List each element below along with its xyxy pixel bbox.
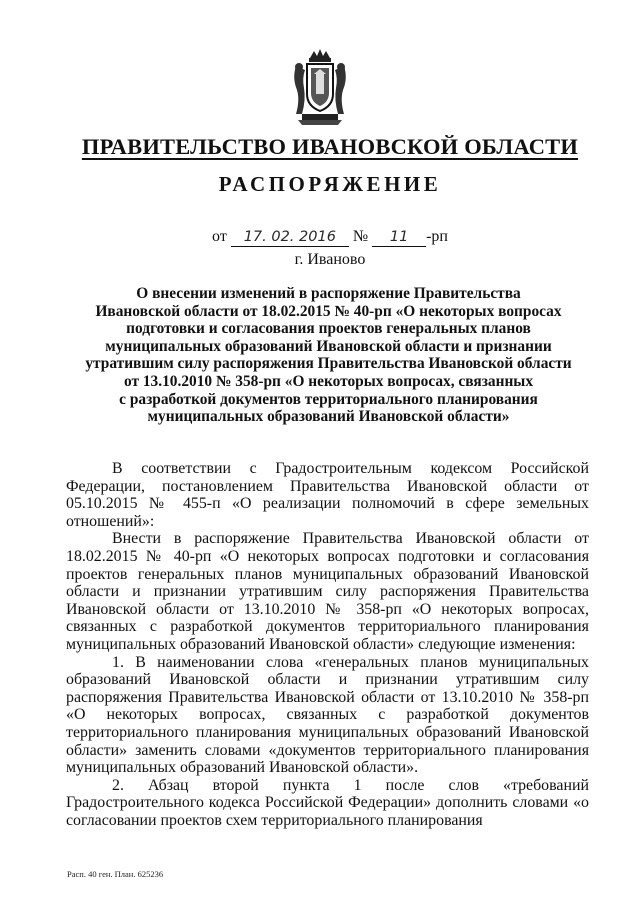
title-line: Ивановской области от 18.02.2015 № 40-рп «О некоторых вопросах (95, 302, 562, 320)
print-code: Расп. 40 ген. План. 625236 (67, 869, 164, 879)
title-line: муниципальных образований Ивановской области» (147, 408, 510, 426)
body-paragraph-preamble: В соответствии с Градостроительным кодексом Российской Федерации, постановлением Правительства Ивановской области от 05.10.2015 № 455-п «О реализации полномочий в сфере земельных отношений»: (66, 460, 589, 530)
body-paragraph-directive: Внести в распоряжение Правительства Ивановской области от 18.02.2015 № 40-рп «О некоторых вопросах подготовки и согласования проектов генеральных планов муниципальных образований Ивановской области и признании утратившим силу распоряжения Правительства Ивановской области от 13.10.2010 № 358-рп «О некоторых вопросах, связанных с разработкой документов территориального планирования муниципальных образований Ивановской области» следующие изменения: (66, 530, 589, 653)
ivanovo-coat-of-arms-icon (288, 48, 352, 128)
document-title (66, 285, 591, 426)
body-paragraph-item-2: 2. Абзац второй пункта 1 после слов «требований Градостроительного кодекса Российской Федерации» дополнить словами «о согласовании проектов схем территориального планирования (66, 776, 589, 829)
date-prefix: от (212, 228, 227, 245)
document-body (66, 460, 589, 829)
title-line: утратившим силу распоряжения Правительства Ивановской области (85, 355, 572, 373)
document-number: 11 (389, 229, 409, 245)
number-suffix: -рп (426, 228, 448, 245)
title-line: с разработкой документов территориального планирования (119, 390, 538, 408)
number-sign: № (352, 228, 369, 245)
body-paragraph-item-1: 1. В наименовании слова «генеральных планов муниципальных образований Ивановской области и признании утратившим силу распоряжения Правительства Ивановской области от 13.10.2010 № 358-рп «О некоторых вопросах, связанных с разработкой документов территориального планирования муниципальных образований Ивановской области» заменить словами «документов территориального планирования муниципальных образований Ивановской области». (66, 653, 589, 777)
document-city: г. Иваново (294, 251, 366, 268)
document-date: 17. 02. 2016 (243, 229, 336, 245)
title-line: от 13.10.2010 № 358-рп «О некоторых вопросах, связанных (123, 372, 534, 390)
document-type: РАСПОРЯЖЕНИЕ (218, 172, 442, 196)
document-dateline (60, 228, 600, 247)
title-line: подготовки и согласования проектов генеральных планов (126, 320, 531, 338)
document-date-field (231, 228, 349, 247)
document-number-field (372, 228, 426, 247)
organization-name: ПРАВИТЕЛЬСТВО ИВАНОВСКОЙ ОБЛАСТИ (81, 134, 579, 159)
title-line: О внесении изменений в распоряжение Правительства (136, 285, 521, 302)
title-line: муниципальных образований Ивановской области и признании (105, 337, 552, 355)
